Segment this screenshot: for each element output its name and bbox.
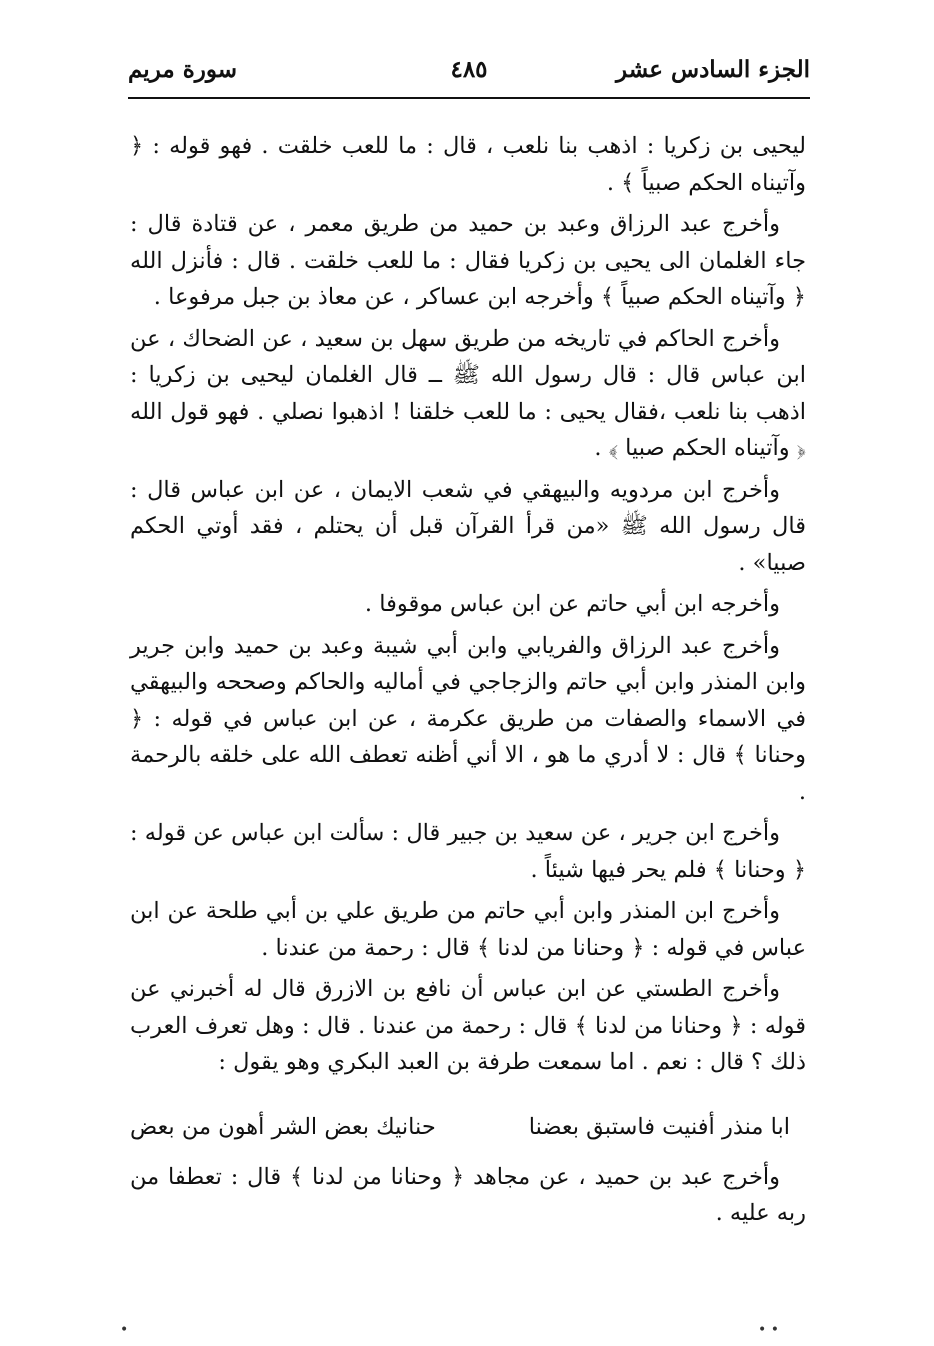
volume-section-label: الجزء السادس عشر (616, 56, 810, 83)
verse-second-hemistich: حنانيك بعض الشر أهون من بعض (130, 1113, 436, 1140)
paragraph: وأخرج الطستي عن ابن عباس أن نافع بن الازرق قال له أخبرني عن قوله : ﴿ وحنانا من لدنا ﴾ قال : رحمة من عندنا . قال : وهل تعرف العرب ذلك ؟ قال : نعم . اما سمعت طرفة بن العبد البكري وهو يقول : (130, 976, 806, 1075)
page-body (130, 128, 806, 1237)
header-divider (128, 97, 810, 99)
scan-speck: • • (758, 1322, 779, 1338)
paragraph: وأخرج ابن جرير ، عن سعيد بن جبير قال : سألت ابن عباس عن قوله : ﴿ وحنانا ﴾ فلم يحر فيها شيئاً . (130, 820, 806, 883)
paragraph: وأخرج عبد الرزاق وعبد بن حميد من طريق معمر ، عن قتادة قال : جاء الغلمان الى يحيى بن زكريا فقال : ما للعب خلقت . قال : فأنزل الله ﴿ وآتيناه الحكم صبياً ﴾ وأخرجه ابن عساكر ، عن معاذ بن جبل مرفوعا . (130, 211, 806, 310)
page-number: ٤٨٥ (450, 56, 488, 83)
poetry-verse (130, 1109, 790, 1145)
paragraph: وأخرج عبد الرزاق والفريابي وابن أبي شيبة وعبد بن حميد وابن جرير وابن المنذر وابن أبي حاتم والزجاجي في أماليه والحاكم وصححه والبيهقي في الاسماء والصفات من طريق عكرمة ، عن ابن عباس في قوله : ﴿ وحنانا ﴾ قال : لا أدري ما هو ، الا أني أظنه تعطف الله على خلقه بالرحمة . (130, 632, 806, 805)
paragraph: وأخرج ابن مردويه والبيهقي في شعب الايمان ، عن ابن عباس قال : قال رسول الله ﷺ «من قرأ القرآن قبل أن يحتلم ، فقد أوتي الحكم صبيا» . (130, 476, 806, 576)
running-header (128, 52, 810, 92)
paragraph: وأخرج الحاكم في تاريخه من طريق سهل بن سعيد ، عن الضحاك ، عن ابن عباس قال : قال رسول الله ﷺ ــ قال الغلمان ليحيى بن زكريا : اذهب بنا نلعب ،فقال يحيى : ما للعب خلقنا ! اذهبوا نصلي . فهو قول الله ﴿ وآتيناه الحكم صبيا ﴾ . (130, 325, 806, 461)
paragraph: وأخرج ابن المنذر وابن أبي حاتم من طريق علي بن أبي طلحة عن ابن عباس في قوله : ﴿ وحنانا من لدنا ﴾ قال : رحمة من عندنا . (130, 898, 806, 961)
surah-name: سورة مريم (128, 56, 238, 83)
paragraph: وأخرجه ابن أبي حاتم عن ابن عباس موقوفا . (364, 591, 780, 617)
verse-first-hemistich: ابا منذر أفنيت فاستبق بعضنا (528, 1113, 790, 1140)
paragraph-final: وأخرج عبد بن حميد ، عن مجاهد ﴿ وحنانا من لدنا ﴾ قال : تعطفا من ربه عليه . (130, 1163, 806, 1226)
scan-speck: • (120, 1322, 129, 1338)
paragraph-continuation: ليحيى بن زكريا : اذهب بنا نلعب ، قال : ما للعب خلقت . فهو قوله : ﴿ وآتيناه الحكم صبياً ﴾ . (130, 133, 806, 196)
